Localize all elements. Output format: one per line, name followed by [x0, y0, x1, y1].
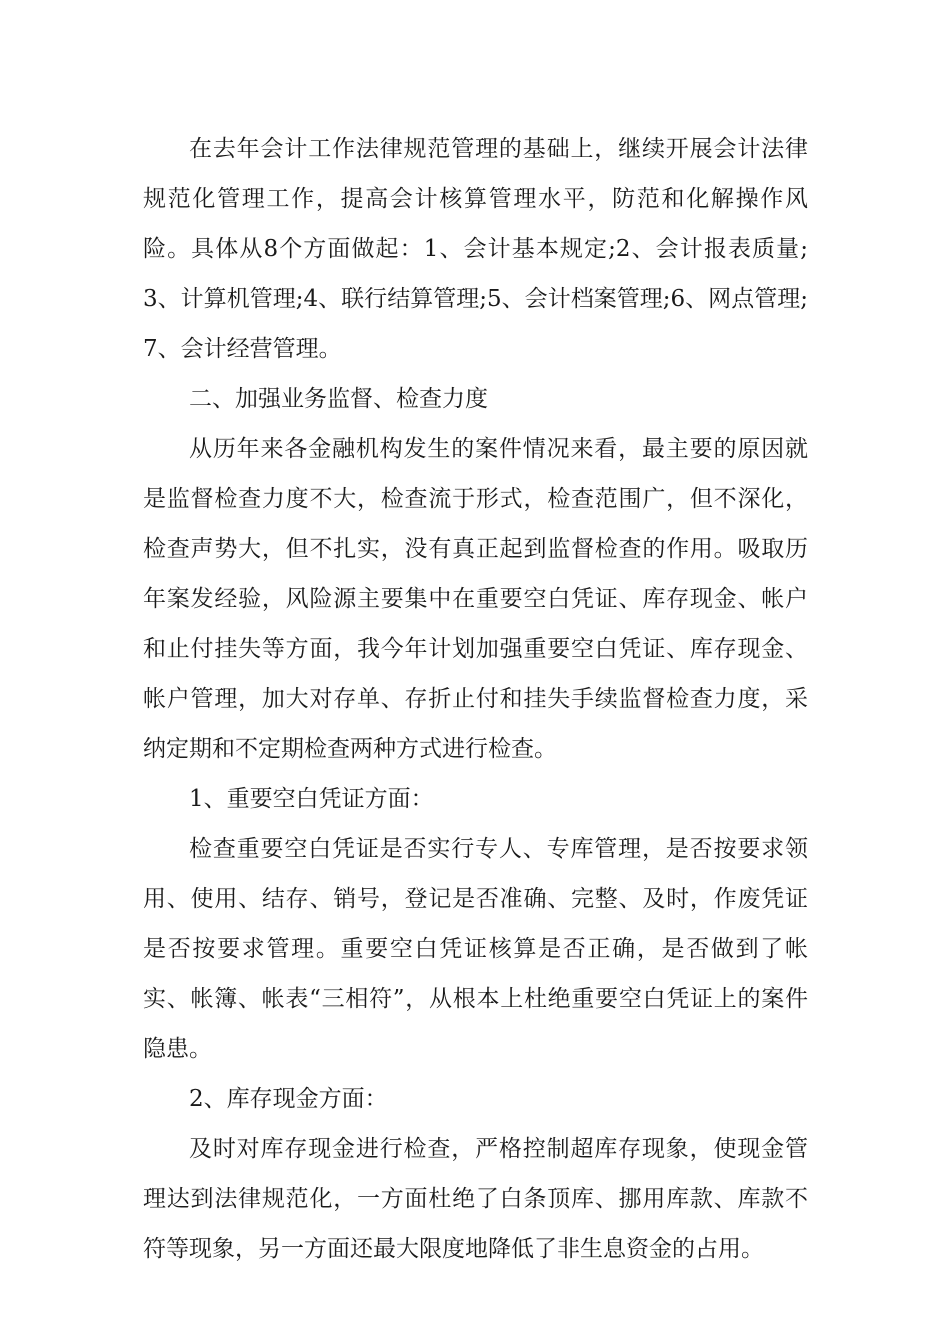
- paragraph-supervision-inspection: 从历年来各金融机构发生的案件情况来看，最主要的原因就是监督检查力度不大，检查流于形式，检查范围广，但不深化，检查声势大，但不扎实，没有真正起到监督检查的作用。吸取历年案发经验，风险源主要集中在重要空白凭证、库存现金、帐户和止付挂失等方面，我今年计划加强重要空白凭证、库存现金、帐户管理，加大对存单、存折止付和挂失手续监督检查力度，采纳定期和不定期检查两种方式进行检查。: [143, 436, 808, 762]
- section-heading-supervision: 二、加强业务监督、检查力度: [189, 386, 488, 412]
- subheading-blank-vouchers: 1、重要空白凭证方面：: [189, 786, 434, 812]
- paragraph-accounting-standardization: 在去年会计工作法律规范管理的基础上，继续开展会计法律规范化管理工作，提高会计核算管理水平，防范和化解操作风险。具体从8个方面做起：1、会计基本规定;2、会计报表质量;3、计算机管理;4、联行结算管理;5、会计档案管理;6、网点管理;7、会计经营管理。: [143, 136, 808, 362]
- document-body: [143, 124, 808, 1274]
- subheading-cash-inventory: 2、库存现金方面：: [189, 1086, 388, 1112]
- paragraph-blank-vouchers: 检查重要空白凭证是否实行专人、专库管理，是否按要求领用、使用、结存、销号，登记是否准确、完整、及时，作废凭证是否按要求管理。重要空白凭证核算是否正确，是否做到了帐实、帐簿、帐表“三相符”，从根本上杜绝重要空白凭证上的案件隐患。: [143, 836, 808, 1062]
- paragraph-cash-inventory: 及时对库存现金进行检查，严格控制超库存现象，使现金管理达到法律规范化，一方面杜绝了白条顶库、挪用库款、库款不符等现象，另一方面还最大限度地降低了非生息资金的占用。: [143, 1136, 808, 1262]
